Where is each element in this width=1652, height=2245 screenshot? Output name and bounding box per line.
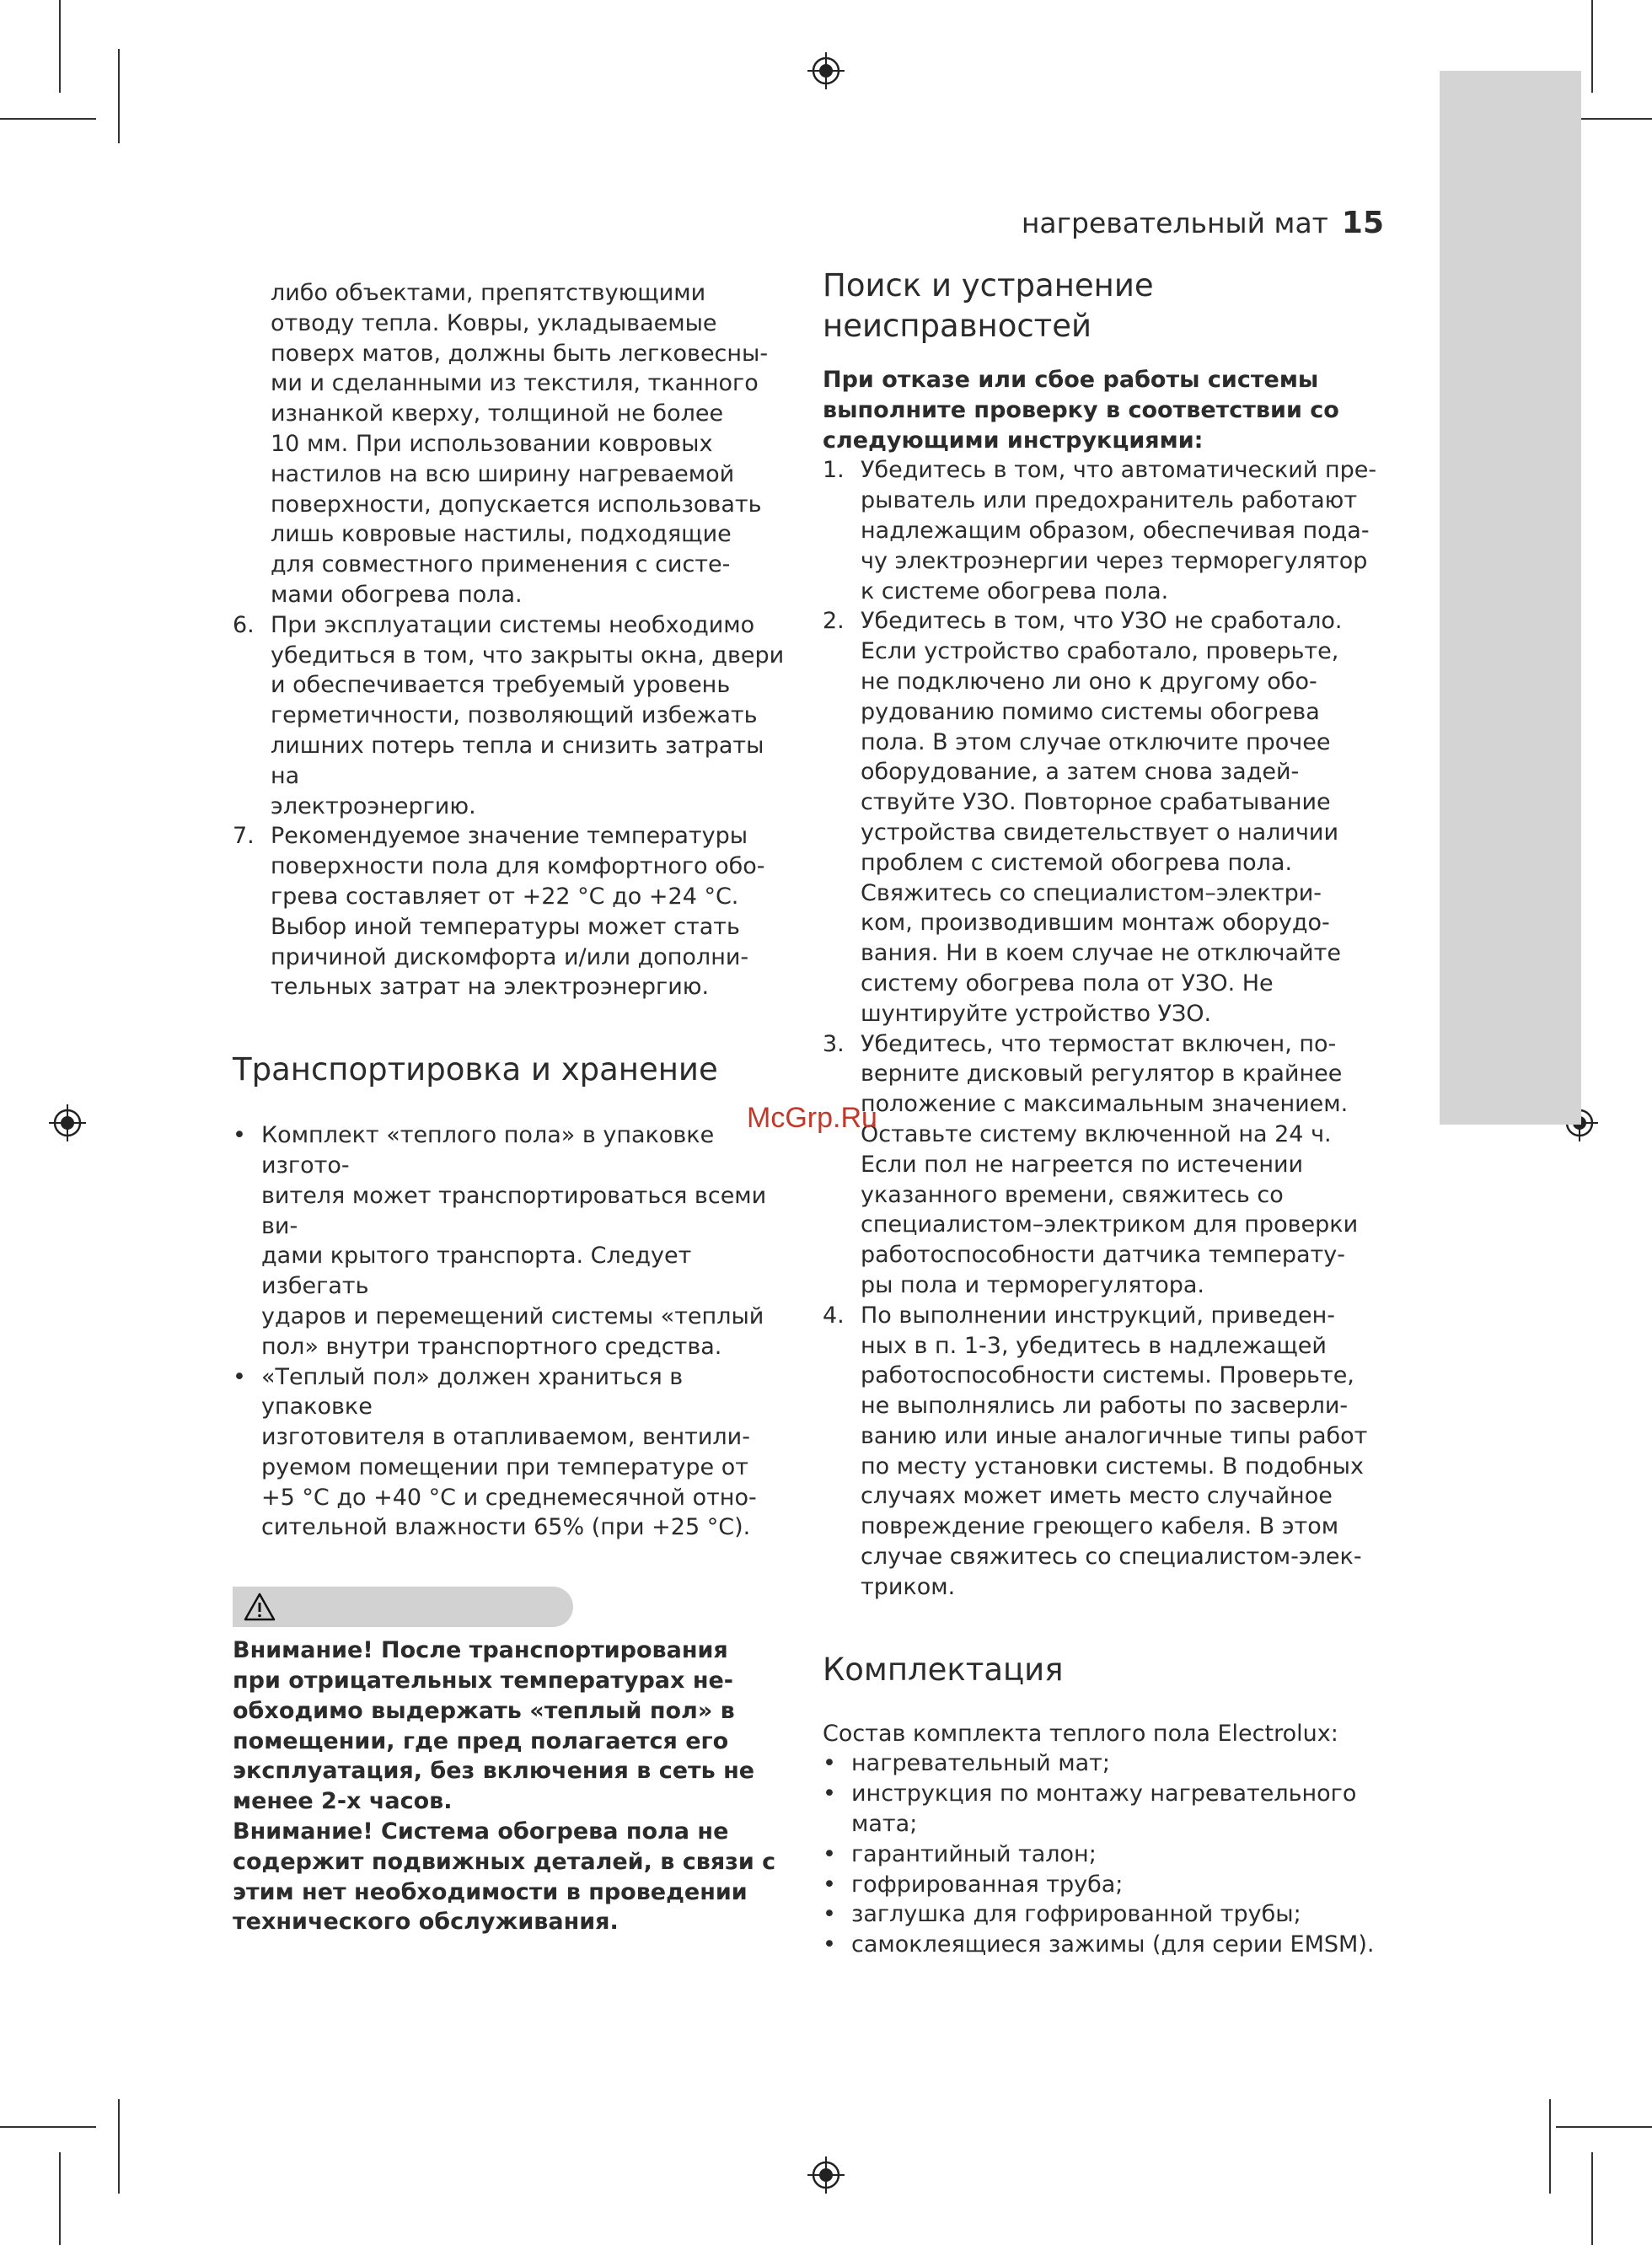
text-line: надлежащим образом, обеспечивая пода- [861, 517, 1370, 544]
text-line: технического обслуживания. [233, 1909, 619, 1936]
text-line: отводу тепла. Ковры, укладываемые [271, 309, 717, 336]
text-line: грева составляет от +22 °C до +24 °C. [271, 883, 739, 910]
text-line: Оставьте систему включенной на 24 ч. [861, 1120, 1332, 1147]
item-number: 1. [823, 457, 845, 484]
text-line: вителя может транспортироваться всеми ви- [261, 1182, 767, 1239]
text-line: нагревательный мат; [851, 1750, 1110, 1777]
text-line: работоспособности датчика температу- [861, 1242, 1345, 1269]
bullet-icon: • [823, 1750, 836, 1777]
text-line: ных в п. 1-3, убедитесь в надлежащей [861, 1332, 1327, 1359]
text-line: случаях может иметь место случайное [861, 1483, 1333, 1510]
text-line: верните дисковый регулятор в крайнее [861, 1061, 1343, 1088]
list-item [233, 1120, 797, 1362]
list-item [823, 1840, 1379, 1870]
list-item [823, 1748, 1379, 1779]
text-line: при отрицательных температурах не- [233, 1668, 733, 1694]
item-number: 3. [823, 1030, 845, 1057]
text-line: ванию или иные аналогичные типы работ [861, 1422, 1368, 1449]
text-line: пола. В этом случае отключите прочее [861, 728, 1331, 755]
warning-text [233, 1635, 797, 1937]
text-line: лишних потерь тепла и снизить затраты на [271, 732, 764, 789]
list-item [823, 606, 1379, 1029]
item-number: 6. [233, 611, 255, 638]
text-line: 10 мм. При использовании ковровых [271, 430, 713, 457]
text-line: специалистом–электриком для проверки [861, 1211, 1359, 1238]
bullet-icon: • [233, 1122, 246, 1149]
crop-mark [118, 2099, 120, 2194]
text-line: причиной дискомфорта и/или дополни- [271, 943, 749, 970]
text-line: Свяжитесь со специалистом–электри- [861, 879, 1322, 906]
text-line: сительной влажности 65% (при +25 °C). [261, 1514, 751, 1541]
text-line: Убедитесь в том, что автоматический пре- [861, 457, 1377, 484]
text-line: проблем с системой обогрева пола. [861, 849, 1293, 876]
text-line: чу электроэнергии через терморегулятор [861, 547, 1368, 574]
crop-mark [0, 118, 96, 120]
crop-mark [1591, 0, 1593, 93]
warning-triangle-icon [243, 1592, 276, 1622]
text-line: убедиться в том, что закрыты окна, двери [271, 642, 785, 669]
bullet-icon: • [823, 1871, 836, 1898]
text-line: ры пола и терморегулятора. [861, 1271, 1205, 1298]
text-line: выполните проверку в соответствии со [823, 396, 1339, 423]
list-item [233, 1362, 797, 1544]
text-line: шунтируйте устройство УЗО. [861, 1000, 1212, 1027]
text-line: поверх матов, должны быть легковесны- [271, 340, 769, 367]
text-line: поверхности, допускается использовать [271, 491, 762, 518]
crop-mark [0, 2126, 96, 2128]
text-line: ком, производившим монтаж оборудо- [861, 910, 1330, 937]
right-column [823, 266, 1379, 1960]
text-line: Выбор иной температуры может стать [271, 913, 740, 940]
text-line: руемом помещении при температуре от [261, 1453, 748, 1480]
crop-mark [1549, 2099, 1551, 2194]
list-item [823, 1029, 1379, 1301]
text-line: Если пол не нагреется по истечении [861, 1151, 1304, 1178]
crop-mark [1556, 2126, 1652, 2128]
header-title: нагревательный мат [1021, 207, 1328, 239]
side-tab [1440, 71, 1581, 1125]
warning-bar [233, 1587, 573, 1627]
text-line: обходимо выдержать «теплый пол» в [233, 1697, 735, 1724]
title-line: Поиск и устранение [823, 267, 1154, 303]
text-line: При эксплуатации системы необходимо [271, 611, 755, 638]
text-line: ствуйте УЗО. Повторное срабатывание [861, 789, 1331, 816]
text-line: Если устройство сработало, проверьте, [861, 638, 1339, 665]
bullet-icon: • [823, 1840, 836, 1867]
troubleshooting-intro [823, 365, 1379, 455]
text-line: и обеспечивается требуемый уровень [271, 672, 731, 699]
title-line: неисправностей [823, 308, 1092, 344]
watermark: McGrp.Ru [747, 1102, 877, 1134]
section-title-transport: Транспортировка и хранение [233, 1051, 718, 1088]
text-line: повреждение греющего кабеля. В этом [861, 1513, 1339, 1540]
text-line: Внимание! После транспортирования [233, 1637, 728, 1664]
registration-mark-icon [807, 52, 845, 89]
list-item [233, 821, 797, 1002]
text-line: настилов на всю ширину нагреваемой [271, 460, 735, 487]
kit-intro: Состав комплекта теплого пола Electrolux: [823, 1720, 1338, 1747]
text-line: самоклеящиеся зажимы (для серии EMSM). [851, 1931, 1375, 1958]
text-line: При отказе или сбое работы системы [823, 367, 1319, 393]
text-line: «Теплый пол» должен храниться в упаковке [261, 1363, 684, 1421]
text-line: лишь ковровые настилы, подходящие [271, 521, 732, 548]
text-line: указанного времени, свяжитесь со [861, 1181, 1284, 1208]
text-line: дами крытого транспорта. Следует избегать [261, 1243, 692, 1300]
text-line: Рекомендуемое значение температуры [271, 823, 748, 850]
section-title-kit: Комплектация [823, 1651, 1064, 1688]
text-line: помещении, где пред полагается его [233, 1727, 729, 1754]
bullet-icon: • [823, 1780, 836, 1807]
text-line: изнанкой кверху, толщиной не более [271, 400, 724, 427]
text-line: заглушка для гофрированной трубы; [851, 1901, 1301, 1928]
text-line: триком. [861, 1573, 956, 1600]
text-line: случае свяжитесь со специалистом-элек- [861, 1544, 1362, 1571]
text-line: По выполнении инструкций, приведен- [861, 1302, 1336, 1329]
item-number: 4. [823, 1302, 845, 1329]
text-line: не выполнялись ли работы по засверли- [861, 1393, 1349, 1420]
list-item [823, 1779, 1379, 1840]
text-line: устройства свидетельствует о наличии [861, 819, 1338, 846]
text-line: менее 2-х часов. [233, 1788, 453, 1815]
text-line: мата; [851, 1811, 918, 1838]
text-line: поверхности пола для комфортного обо- [271, 853, 765, 880]
text-line: систему обогрева пола от УЗО. Не [861, 969, 1274, 996]
page-number: 15 [1341, 206, 1384, 240]
intro-paragraph [233, 278, 797, 610]
text-line: не подключено ли оно к другому обо- [861, 668, 1317, 695]
text-line: гофрированная труба; [851, 1871, 1124, 1898]
text-line: либо объектами, препятствующими [271, 280, 706, 306]
text-line: Убедитесь, что термостат включен, по- [861, 1030, 1337, 1057]
text-line: +5 °C до +40 °C и среднемесячной отно- [261, 1484, 757, 1511]
left-column [233, 278, 797, 1937]
crop-mark [59, 2152, 61, 2245]
crop-mark [59, 0, 61, 93]
text-line: Внимание! Система обогрева пола не [233, 1818, 729, 1845]
text-line: эксплуатация, без включения в сеть не [233, 1758, 755, 1785]
text-line: вания. Ни в коем случае не отключайте [861, 940, 1341, 967]
text-line: оборудование, а затем снова задей- [861, 759, 1300, 786]
list-item [233, 610, 797, 822]
text-line: электроэнергию. [271, 792, 476, 819]
section-title-troubleshooting [823, 266, 1379, 346]
text-line: инструкция по монтажу нагревательного [851, 1780, 1357, 1807]
text-line: следующими инструкциями: [823, 427, 1204, 454]
text-line: изготовителя в отапливаемом, вентили- [261, 1424, 750, 1451]
text-line: мами обогрева пола. [271, 581, 523, 608]
text-line: герметичности, позволяющий избежать [271, 702, 758, 729]
crop-mark [1591, 2152, 1593, 2245]
list-item [823, 1301, 1379, 1603]
text-line: работоспособности системы. Проверьте, [861, 1362, 1354, 1389]
bullet-icon: • [823, 1931, 836, 1958]
text-line: для совместного применения с систе- [271, 551, 731, 578]
bullet-icon: • [233, 1363, 246, 1390]
text-line: этим нет необходимости в проведении [233, 1878, 748, 1905]
text-line: рыватель или предохранитель работают [861, 487, 1358, 514]
crop-mark [118, 49, 120, 143]
list-item [823, 1899, 1379, 1930]
text-line: Убедитесь в том, что УЗО не сработало. [861, 608, 1343, 635]
page-header [1022, 206, 1384, 240]
registration-mark-icon [49, 1104, 86, 1141]
text-line: ударов и перемещений системы «теплый [261, 1302, 764, 1329]
text-line: пол» внутри транспортного средства. [261, 1333, 722, 1360]
list-item [823, 1930, 1379, 1960]
text-line: к системе обогрева пола. [861, 577, 1169, 604]
item-number: 2. [823, 608, 845, 635]
text-line: тельных затрат на электроэнергию. [271, 974, 710, 1001]
text-line: положение с максимальным значением. [861, 1091, 1349, 1118]
list-item [823, 455, 1379, 606]
text-line: ми и сделанными из текстиля, тканного [271, 370, 759, 397]
list-item [823, 1870, 1379, 1900]
bullet-icon: • [823, 1901, 836, 1928]
text-line: рудованию помимо системы обогрева [861, 698, 1320, 725]
text-line: по месту установки системы. В подобных [861, 1453, 1364, 1480]
item-number: 7. [233, 823, 255, 850]
text-line: Комплект «теплого пола» в упаковке изгото- [261, 1122, 715, 1179]
text-line: гарантийный талон; [851, 1840, 1097, 1867]
registration-mark-icon [807, 2156, 845, 2194]
text-line: содержит подвижных деталей, в связи с [233, 1848, 776, 1875]
